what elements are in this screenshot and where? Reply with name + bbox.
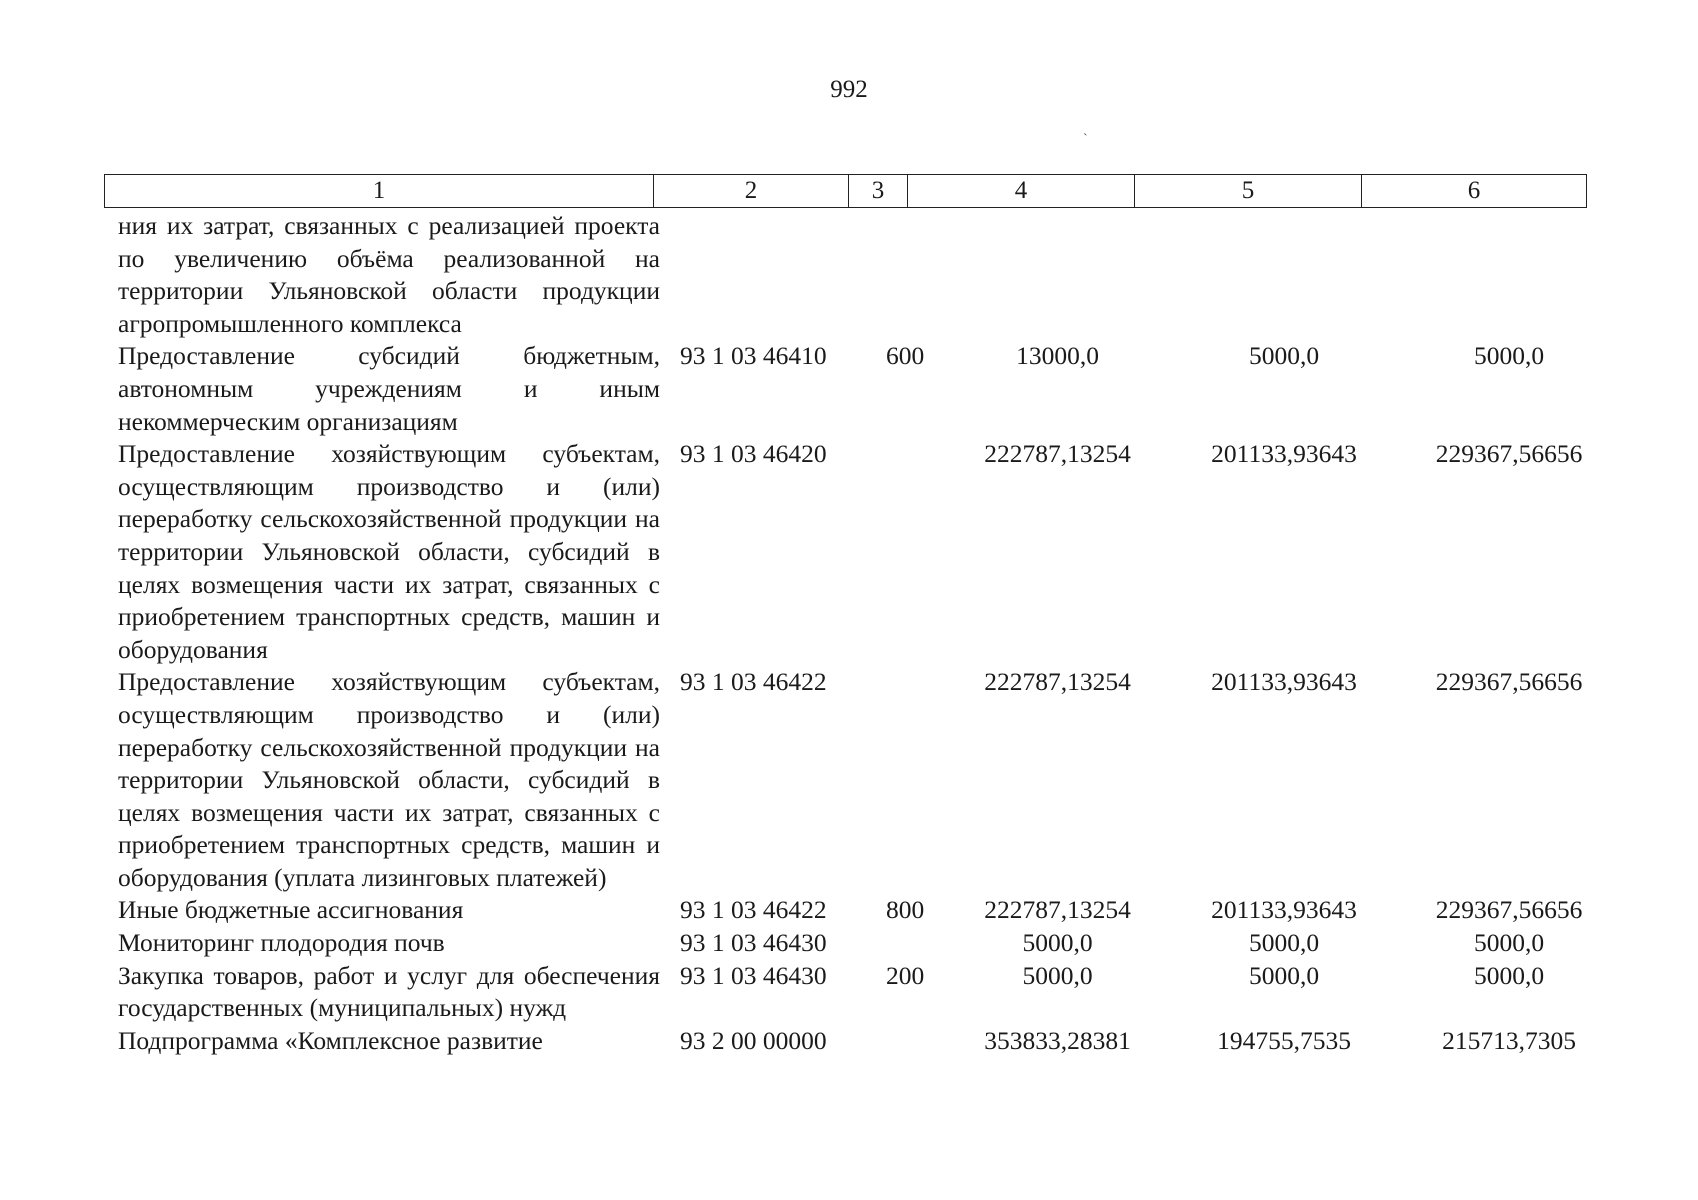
row-expense-type: 200 xyxy=(886,960,925,990)
row-value-5: 194755,7535 xyxy=(1217,1025,1351,1055)
row-value-5: 201133,93643 xyxy=(1211,667,1357,697)
row-value-5: 201133,93643 xyxy=(1211,895,1357,925)
row-value-4: 13000,0 xyxy=(1016,341,1099,371)
row-value-6: 5000,0 xyxy=(1473,960,1545,990)
row-expense-type: 600 xyxy=(886,341,925,371)
row-value-6: 5000,0 xyxy=(1473,341,1545,371)
row-code: 93 1 03 46410 xyxy=(680,341,827,371)
table-row xyxy=(104,438,1621,666)
row-value-5 xyxy=(1171,210,1397,340)
row-value-4: 222787,13254 xyxy=(984,667,1131,697)
row-value-6: 229367,56656 xyxy=(1435,439,1583,469)
row-value-4: 222787,13254 xyxy=(984,895,1131,925)
column-header-2: 2 xyxy=(654,175,849,208)
table-row xyxy=(104,1025,1621,1058)
row-name: Подпрограмма «Комплексное развитие xyxy=(118,1025,543,1055)
row-value-6: 229367,56656 xyxy=(1435,895,1583,925)
column-header-6: 6 xyxy=(1362,175,1587,208)
row-name: ния их затрат, связанных с реализацией проекта по увеличению объёма реализованной на территории Ульяновской области продукции агропромышленного комплекса xyxy=(118,211,660,338)
row-code: 93 1 03 46430 xyxy=(680,928,827,958)
row-value-6: 215713,7305 xyxy=(1442,1025,1576,1055)
page-number: 992 xyxy=(830,76,868,103)
row-expense-type xyxy=(876,666,944,894)
row-expense-type xyxy=(876,927,944,960)
row-value-6: 229367,56656 xyxy=(1435,667,1583,697)
table-row xyxy=(104,927,1621,960)
row-code: 93 2 00 00000 xyxy=(680,1025,827,1055)
table-row xyxy=(104,210,1621,340)
row-value-4: 5000,0 xyxy=(1022,928,1093,958)
row-value-5: 5000,0 xyxy=(1248,960,1320,990)
row-expense-type xyxy=(876,438,944,666)
row-name: Предоставление субсидий бюджетным, автономным учреждениям и иным некоммерческим организациям xyxy=(118,341,660,436)
column-header-3: 3 xyxy=(849,175,908,208)
row-code: 93 1 03 46422 xyxy=(680,895,827,925)
row-value-5: 5000,0 xyxy=(1248,341,1320,371)
row-code: 93 1 03 46430 xyxy=(680,960,827,990)
table-row xyxy=(104,666,1621,894)
row-name: Иные бюджетные ассигнования xyxy=(118,895,464,925)
row-value-6 xyxy=(1397,210,1621,340)
row-name: Мониторинг плодородия почв xyxy=(118,928,445,958)
row-expense-type xyxy=(876,210,944,340)
row-value-5: 5000,0 xyxy=(1248,928,1320,958)
row-name: Предоставление хозяйствующим субъектам, осуществляющим производство и (или) переработку сельскохозяйственной продукции на территории Ульяновской области, субсидий в целях возмещения части их затрат, связанных с приобретением транспортных средств, машин и оборудования (уплата лизинговых платежей) xyxy=(118,667,660,892)
budget-table xyxy=(104,210,1621,1057)
row-value-4: 353833,28381 xyxy=(984,1025,1131,1055)
column-header-1: 1 xyxy=(105,175,654,208)
table-row xyxy=(104,340,1621,438)
row-expense-type: 800 xyxy=(886,895,925,925)
column-header-row xyxy=(104,174,1587,208)
column-header-4: 4 xyxy=(908,175,1135,208)
table-row xyxy=(104,960,1621,1025)
row-value-6: 5000,0 xyxy=(1473,928,1545,958)
row-name: Закупка товаров, работ и услуг для обеспечения государственных (муниципальных) нужд xyxy=(118,960,660,1023)
row-expense-type xyxy=(876,1025,944,1058)
row-value-4: 5000,0 xyxy=(1022,960,1093,990)
row-value-5: 201133,93643 xyxy=(1211,439,1357,469)
table-row xyxy=(104,894,1621,927)
row-value-4 xyxy=(944,210,1171,340)
row-code xyxy=(668,210,876,340)
column-header-5: 5 xyxy=(1135,175,1362,208)
row-value-4: 222787,13254 xyxy=(984,439,1131,469)
row-code: 93 1 03 46422 xyxy=(680,667,827,697)
row-code: 93 1 03 46420 xyxy=(680,439,827,469)
scan-mark: ` xyxy=(1083,132,1088,147)
row-name: Предоставление хозяйствующим субъектам, осуществляющим производство и (или) переработку сельскохозяйственной продукции на территории Ульяновской области, субсидий в целях возмещения части их затрат, связанных с приобретением транспортных средств, машин и оборудования xyxy=(118,439,660,664)
